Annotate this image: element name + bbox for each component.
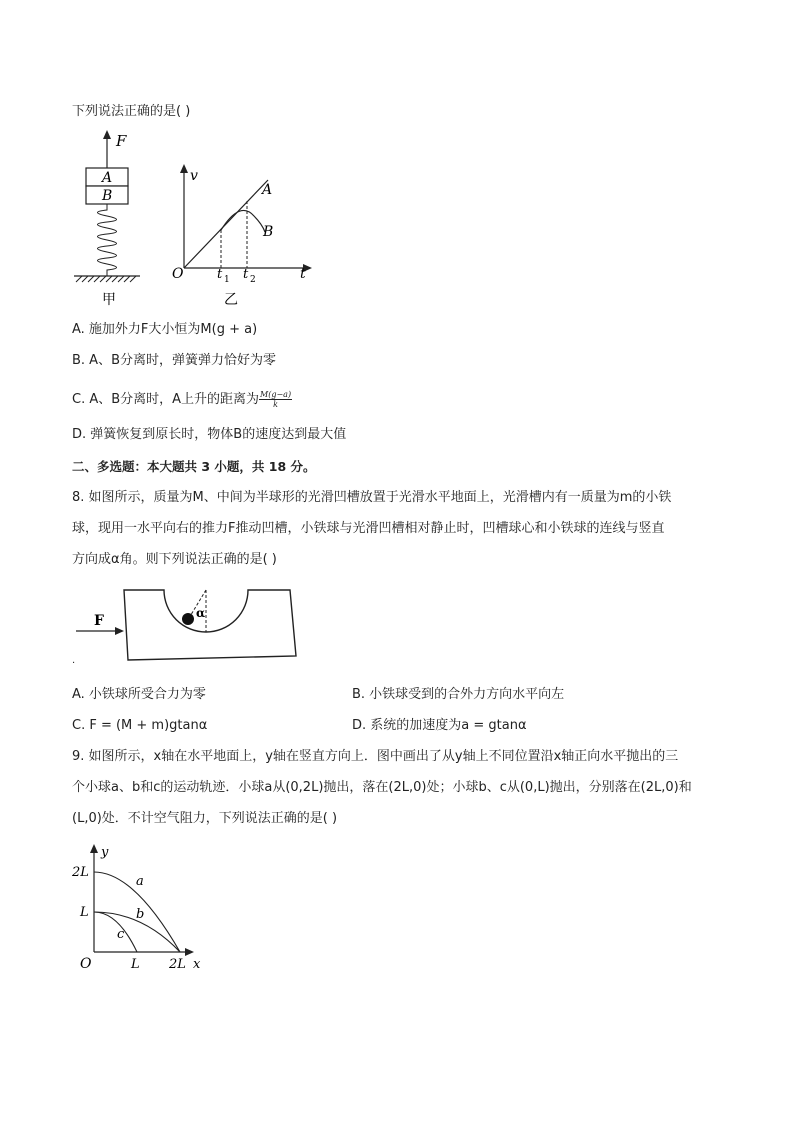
q8-option-D: D. 系统的加速度为a = gtanα xyxy=(352,718,527,733)
tick-t1: t xyxy=(217,267,223,282)
q7-figure-jia xyxy=(68,128,158,308)
trajectory-a-label: a xyxy=(136,874,144,889)
q7-option-C-text: C. A、B分离时，A上升的距离为 xyxy=(72,392,260,407)
axis-label-v: v xyxy=(190,168,198,184)
stray-mark: . xyxy=(72,655,76,666)
axis-label-x: x xyxy=(193,957,201,972)
trajectory-c-label: c xyxy=(117,927,125,942)
tick-y-L: L xyxy=(80,905,89,920)
block-A-label: A xyxy=(102,170,113,186)
force-label-F: F xyxy=(94,613,104,629)
curve-B xyxy=(221,210,265,232)
q9-stem-line-3: (L,0)处．不计空气阻力，下列说法正确的是( ) xyxy=(72,811,338,826)
curve-B-label: B xyxy=(263,224,274,240)
q7-stem-tail: 下列说法正确的是( ) xyxy=(72,104,191,119)
q7-option-C xyxy=(72,390,292,409)
tick-x-2L: 2L xyxy=(169,957,186,972)
trajectory-b-label: b xyxy=(136,907,145,922)
q9-stem-line-1: 9. 如图所示，x轴在水平地面上，y轴在竖直方向上．图中画出了从y轴上不同位置沿x轴正向水平抛出的三 xyxy=(72,749,679,764)
q8-stem-line-1: 8. 如图所示，质量为M、中间为半球形的光滑凹槽放置于光滑水平地面上，光滑槽内有一质量为m的小铁 xyxy=(72,490,672,505)
q7-option-C-fraction xyxy=(259,390,292,409)
tick-t2: t xyxy=(243,267,249,282)
iron-ball xyxy=(182,613,194,625)
q8-figure-groove xyxy=(72,582,312,672)
tick-t1-sub: 1 xyxy=(224,275,230,285)
q9-stem-line-2: 个小球a、b和c的运动轨迹．小球a从(0,2L)抛出，落在(2L,0)处；小球b、c从(0,L)抛出，分别落在(2L,0)和 xyxy=(72,780,692,795)
line-A xyxy=(184,180,268,268)
q7-figure-yi xyxy=(170,160,320,310)
angle-label-alpha: α xyxy=(196,606,206,620)
q8-option-A: A. 小铁球所受合力为零 xyxy=(72,687,206,702)
q9-figure-trajectories xyxy=(70,840,220,975)
axis-label-y: y xyxy=(101,845,109,860)
force-label-F: F xyxy=(116,132,127,150)
q8-stem-line-2: 球，现用一水平向右的推力F推动凹槽，小铁球与光滑凹槽相对静止时，凹槽球心和小铁球的连线与竖直 xyxy=(72,521,665,536)
axis-label-t: t xyxy=(300,266,306,282)
tick-t2-sub: 2 xyxy=(250,275,256,285)
q8-stem-line-3: 方向成α角。则下列说法正确的是( ) xyxy=(72,552,277,567)
figure-caption-yi: 乙 xyxy=(224,292,238,308)
origin-label: O xyxy=(80,956,92,972)
tick-y-2L: 2L xyxy=(72,865,89,880)
line-A-label: A xyxy=(262,182,273,198)
figure-caption-jia: 甲 xyxy=(102,292,116,308)
block-B-label: B xyxy=(102,188,113,204)
section-header-multiple-choice: 二、多选题：本大题共 3 小题，共 18 分。 xyxy=(72,459,316,474)
q8-option-B: B. 小铁球受到的合外力方向水平向左 xyxy=(352,687,565,702)
q8-option-C: C. F = (M + m)gtanα xyxy=(72,718,208,733)
fraction-numerator: M(g−a) xyxy=(260,390,292,399)
q7-option-D: D. 弹簧恢复到原长时，物体B的速度达到最大值 xyxy=(72,427,347,442)
q7-option-A: A. 施加外力F大小恒为M(g + a) xyxy=(72,322,258,337)
tick-x-L: L xyxy=(131,957,140,972)
q7-option-B: B. A、B分离时，弹簧弹力恰好为零 xyxy=(72,353,276,368)
origin-label: O xyxy=(172,266,184,282)
fraction-denominator: k xyxy=(273,400,278,409)
